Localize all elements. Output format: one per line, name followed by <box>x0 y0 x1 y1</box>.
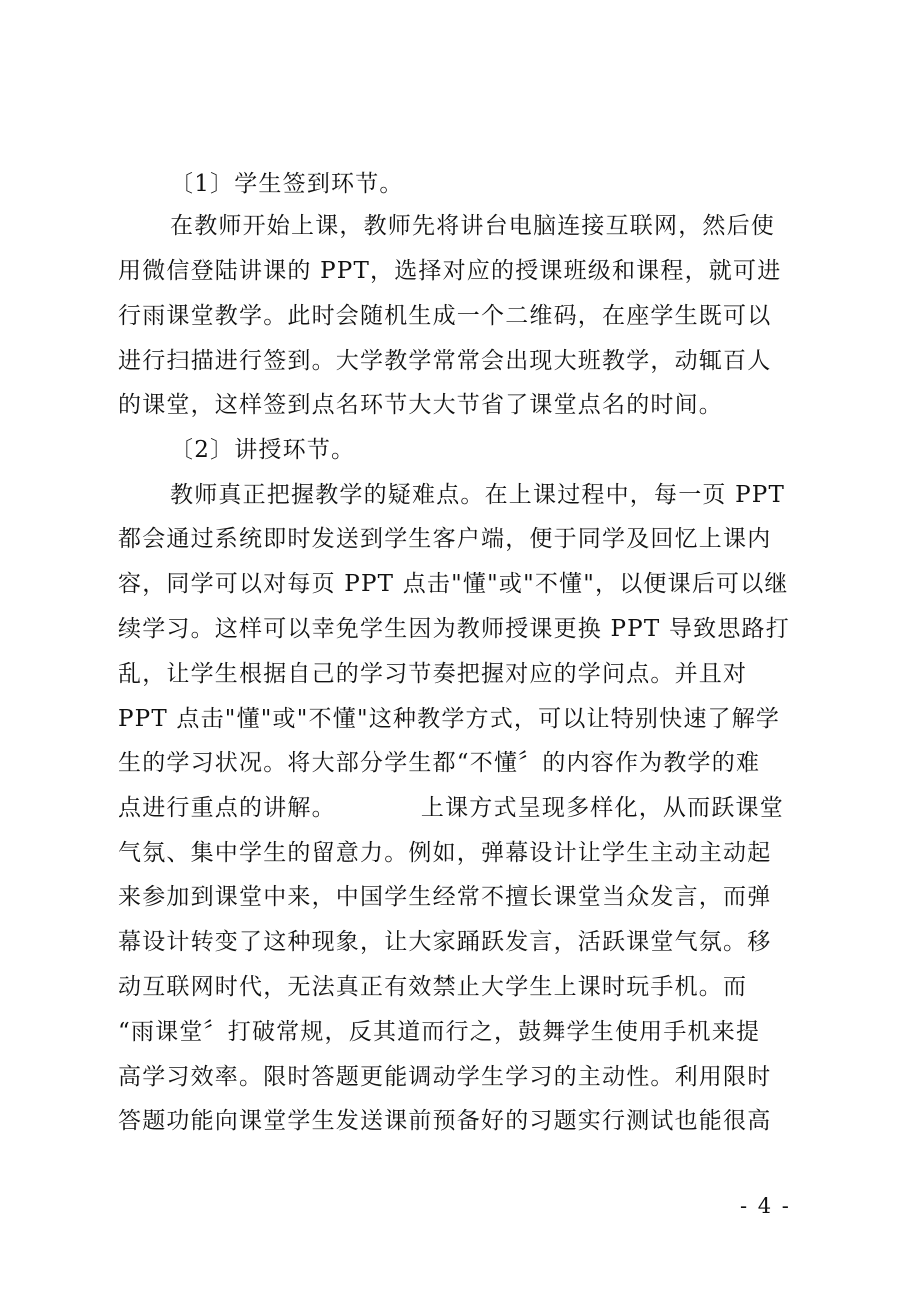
paragraph-line: 高学习效率。限时答题更能调动学生学习的主动性。利用限时 <box>118 1064 772 1090</box>
paragraph-line: 生的学习状况。将大部分学生都“不懂〞的内容作为教学的难 <box>118 750 761 776</box>
section-heading-1: 〔1〕学生签到环节。 <box>170 171 404 197</box>
paragraph-line: 幕设计转变了这种现象，让大家踊跃发言，活跃课堂气氛。移 <box>118 929 772 955</box>
paragraph-line: PPT 点击"懂"或"不懂"这种教学方式，可以让特别快速了解学 <box>118 706 781 732</box>
paragraph-line: 续学习。这样可以幸免学生因为教师授课更换 PPT 导致思路打 <box>118 616 790 642</box>
page-number: - 4 - <box>740 1194 791 1218</box>
paragraph-line: 行雨课堂教学。此时会随机生成一个二维码，在座学生既可以 <box>118 303 772 329</box>
paragraph-line: “雨课堂〞打破常规，反其道而行之，鼓舞学生使用手机来提 <box>118 1019 761 1045</box>
paragraph-line: 答题功能向课堂学生发送课前预备好的习题实行测试也能很高 <box>118 1108 772 1134</box>
paragraph-line: 都会通过系统即时发送到学生客户端，便于同学及回忆上课内 <box>118 526 772 552</box>
paragraph-line: 容，同学可以对每页 PPT 点击"懂"或"不懂"，以便课后可以继 <box>118 571 789 597</box>
paragraph-line: 点进行重点的讲解。 上课方式呈现多样化，从而跃课堂 <box>118 795 784 821</box>
paragraph-line: 进行扫描进行签到。大学教学常常会出现大班教学，动辄百人 <box>118 348 772 374</box>
paragraph-line: 乱，让学生根据自己的学习节奏把握对应的学问点。并且对 <box>118 661 748 687</box>
paragraph-line: 在教师开始上课，教师先将讲台电脑连接互联网，然后使 <box>170 213 775 239</box>
section-heading-2: 〔2〕讲授环节。 <box>170 437 356 463</box>
paragraph-line: 教师真正把握教学的疑难点。在上课过程中，每一页 PPT <box>170 482 786 508</box>
paragraph-line: 动互联网时代，无法真正有效禁止大学生上课时玩手机。而 <box>118 974 748 1000</box>
paragraph-line: 气氛、集中学生的留意力。例如，弹幕设计让学生主动主动起 <box>118 840 772 866</box>
paragraph-line: 用微信登陆讲课的 PPT，选择对应的授课班级和课程，就可进 <box>118 258 782 284</box>
paragraph-line: 来参加到课堂中来，中国学生经常不擅长课堂当众发言，而弹 <box>118 884 772 910</box>
paragraph-line: 的课堂，这样签到点名环节大大节省了课堂点名的时间。 <box>118 392 723 418</box>
